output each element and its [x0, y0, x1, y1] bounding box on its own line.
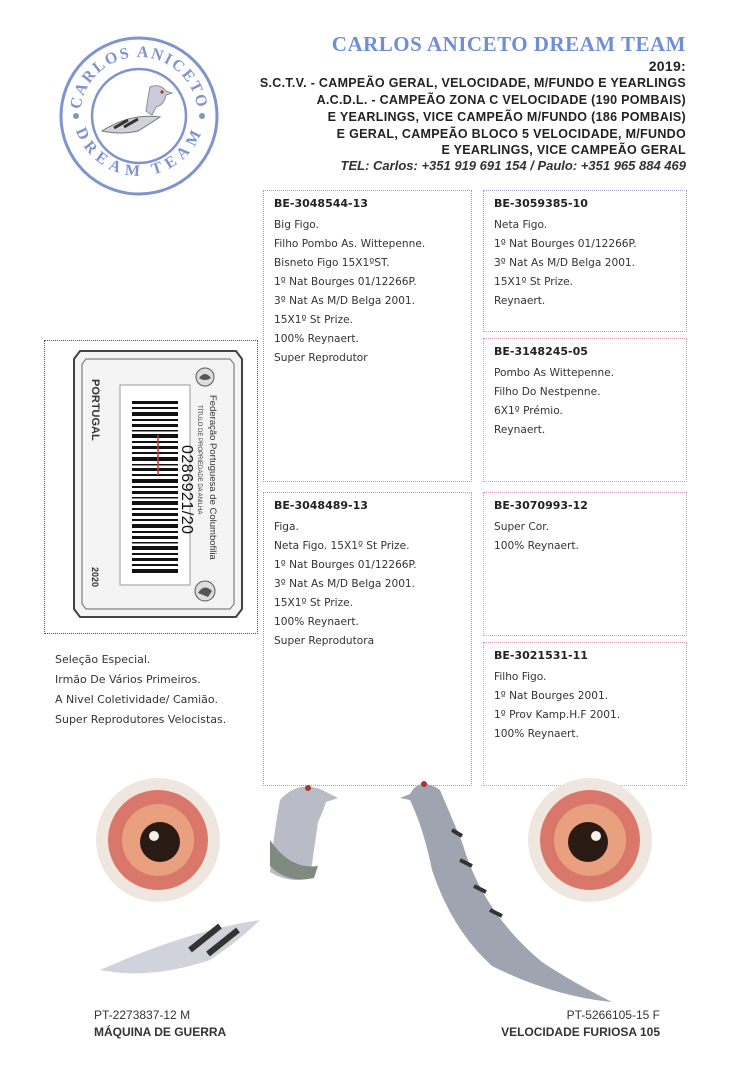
pedigree-line: Filho Figo.	[494, 671, 547, 683]
federation-emblem-icon	[196, 368, 214, 386]
ring-number: BE-3021531-11	[494, 649, 588, 662]
pedigree-line: Big Figo.	[274, 219, 319, 231]
pedigree-line: Reynaert.	[494, 295, 546, 307]
pedigree-line: 1º Nat Bourges 01/12266P.	[274, 276, 417, 288]
achievement-line: E YEARLINGS, VICE CAMPEÃO M/FUNDO (186 POMBAIS)	[327, 110, 686, 124]
pedigree-line: 1º Prov Kamp.H.F 2001.	[494, 709, 621, 721]
pedigree-line: 100% Reynaert.	[494, 540, 579, 552]
pedigree-box-dam-dam	[483, 642, 687, 786]
season-year: 2019:	[648, 58, 686, 74]
pedigree-line: Pombo As Wittepenne.	[494, 367, 615, 379]
pedigree-line: 1º Nat Bourges 01/12266P.	[274, 559, 417, 571]
pedigree-line: Filho Pombo As. Wittepenne.	[274, 238, 426, 250]
pigeon-wing-icon	[102, 116, 160, 133]
card-subtitle: TÍTULO DE PROPRIEDADE DA ANILHA	[196, 405, 202, 515]
ring-number: BE-3048489-13	[274, 499, 368, 512]
ring-number: BE-3059385-10	[494, 197, 588, 210]
pedigree-box-sire-sire	[483, 190, 687, 332]
pigeon-eye-icon	[528, 778, 652, 902]
parent-left-name: MÁQUINA DE GUERRA	[94, 1025, 227, 1039]
achievement-line: A.C.D.L. - CAMPEÃO ZONA C VELOCIDADE (190 POMBAIS)	[316, 93, 686, 107]
pigeon-head-icon	[146, 86, 172, 115]
pedigree-line: Figa.	[274, 521, 299, 533]
country-label: PORTUGAL	[89, 379, 101, 441]
note-line: Super Reprodutores Velocistas.	[55, 713, 227, 726]
pigeon-wing-icon	[100, 920, 260, 973]
note-line: Seleção Especial.	[55, 653, 151, 666]
ring-number: BE-3070993-12	[494, 499, 588, 512]
pedigree-line: Neta Figo.	[494, 219, 548, 231]
achievement-line: S.C.T.V. - CAMPEÃO GERAL, VELOCIDADE, M/FUNDO E YEARLINGS	[259, 76, 686, 90]
pedigree-line: 100% Reynaert.	[274, 333, 359, 345]
pigeon-emblem-icon	[195, 581, 215, 601]
pedigree-line: 3º Nat As M/D Belga 2001.	[274, 295, 416, 307]
pedigree-line: Reynaert.	[494, 424, 546, 436]
ring-number: BE-3148245-05	[494, 345, 588, 358]
pedigree-line: 100% Reynaert.	[494, 728, 579, 740]
contact-phones: TEL: Carlos: +351 919 691 154 / Paulo: +351 965 884 469	[340, 158, 686, 173]
pedigree-line: 1º Nat Bourges 01/12266P.	[494, 238, 637, 250]
pedigree-line: Super Reprodutor	[274, 352, 368, 364]
pigeon-head-icon	[270, 785, 338, 880]
svg-text:CARLOS ANICETO	[67, 44, 210, 111]
stamp-top-text: CARLOS ANICETO	[67, 43, 211, 111]
parent-right-ring: PT-5266105-15 F	[566, 1008, 660, 1022]
selection-notes	[55, 650, 226, 730]
ring-number: BE-3048544-13	[274, 197, 368, 210]
pedigree-line: Filho Do Nestpenne.	[494, 386, 601, 398]
svg-text:DREAM TEAM	[72, 125, 206, 180]
achievement-line: E YEARLINGS, VICE CAMPEÃO GERAL	[441, 143, 686, 157]
pedigree-line: Super Reprodutora	[274, 635, 375, 647]
pedigree-line: 3º Nat As M/D Belga 2001.	[274, 578, 416, 590]
pedigree-box-sire-dam	[483, 338, 687, 482]
pedigree-line: Super Cor.	[494, 521, 550, 533]
ring-card-number: 0286921/20	[178, 445, 195, 535]
team-stamp-logo	[58, 35, 220, 197]
card-year: 2020	[90, 567, 100, 588]
pigeon-eye-icon	[96, 778, 220, 902]
pedigree-line: Neta Figo. 15X1º St Prize.	[274, 540, 410, 552]
barcode-icon	[132, 401, 178, 573]
pedigree-box-sire	[263, 190, 472, 482]
federation-name: Federação Portuguesa de Columbofilia	[207, 395, 218, 560]
pedigree-line: 1º Nat Bourges 2001.	[494, 690, 609, 702]
parent-right-name: VELOCIDADE FURIOSA 105	[501, 1025, 660, 1039]
pedigree-line: 3º Nat As M/D Belga 2001.	[494, 257, 636, 269]
note-line: Irmão De Vários Primeiros.	[55, 673, 201, 686]
parent-left-ring: PT-2273837-12 M	[94, 1008, 191, 1022]
pigeon-artwork	[80, 770, 680, 1030]
pedigree-box-dam-sire	[483, 492, 687, 636]
pedigree-line: 15X1º St Prize.	[274, 597, 354, 609]
pedigree-line: Bisneto Figo 15X1ºST.	[274, 257, 390, 269]
pedigree-line: 100% Reynaert.	[274, 616, 359, 628]
ring-ownership-card	[70, 345, 246, 623]
achievement-line: E GERAL, CAMPEÃO BLOCO 5 VELOCIDADE, M/FUNDO	[336, 127, 686, 141]
pedigree-line: 15X1º St Prize.	[494, 276, 574, 288]
pedigree-line: 6X1º Prémio.	[494, 405, 563, 417]
pedigree-line: 15X1º St Prize.	[274, 314, 354, 326]
team-title: CARLOS ANICETO DREAM TEAM	[331, 32, 686, 56]
pedigree-box-dam	[263, 492, 472, 786]
stamp-bottom-text: DREAM TEAM	[71, 125, 207, 181]
note-line: A Nivel Coletividade/ Camião.	[55, 693, 218, 706]
